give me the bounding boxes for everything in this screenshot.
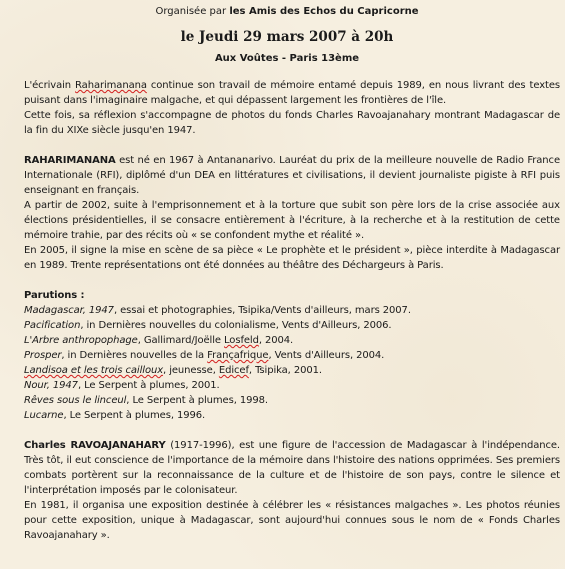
organiser-line [24,4,560,19]
content-body [24,78,560,543]
intro-paragraph-2: Cette fois, sa réflexion s'accompagne de photos du fonds Charles Ravoajanahary montrant Madagascar de la fin du XIXe siècle jusqu'en 1947. [24,110,560,136]
publication-item [24,318,560,333]
author-name-underlined: Raharimanana [75,80,147,91]
publication-title: L'Arbre anthropophage [24,335,138,346]
publication-details: , Le Serpent à plumes, 1996. [63,410,206,421]
organiser-name: les Amis des Echos du Capricorne [229,6,419,17]
charles-paragraph-1: Charles RAVOAJANAHARY (1917-1996), est une figure de l'accession de Madagascar à l'indépendance. Très tôt, il eut conscience de l'importance de la mémoire dans l'histoire des nations opprimées. Ses premiers combats portèrent sur la reconnaissance de la culture et de l'histoire de son pays, contre le silence et l'interprétation imposés par le colonisateur. [24,440,560,496]
bio-paragraph-1: RAHARIMANANA est né en 1967 à Antananarivo. Lauréat du prix de la meilleure nouvelle de Radio France Internationale (RFI), diplômé d'un DEA en littératures et civilisations, il devient journaliste pigiste à RFI puis enseignant en français. [24,155,560,196]
publication-details: , jeunesse, Edicef, Tsipika, 2001. [163,365,322,376]
bio-name: RAHARIMANANA [24,155,116,166]
publication-title: Lucarne [24,410,64,421]
publication-details: , in Dernières nouvelles du colonialisme, Vents d'Ailleurs, 2006. [80,320,392,331]
event-venue: Aux Voûtes - Paris 13ème [214,53,360,64]
organised-prefix: Organisée par [155,6,230,17]
spellcheck-word: Losfeld [224,335,259,346]
publication-details: , Le Serpent à plumes, 1998. [126,395,268,406]
publication-details: , essai et photographies, Tsipika/Vents d'ailleurs, mars 2007. [113,305,411,316]
publication-item [24,408,560,423]
publication-details: , Le Serpent à plumes, 2001. [77,380,220,391]
spellcheck-word: Edicef [218,365,249,376]
publication-item [24,363,560,378]
parutions-title: Parutions : [24,290,85,301]
intro-paragraph-1: L'écrivain Raharimanana continue son travail de mémoire entamé depuis 1989, en nous livrant des textes puisant dans l'imaginaire malgache, et qui dépassent largement les frontières de l'île. [24,80,560,106]
publication-title: Pacification [24,320,81,331]
spacer [24,423,560,438]
parutions-list [24,303,560,423]
publication-title: Nour, 1947 [24,380,78,391]
publication-details: , Gallimard/Joëlle Losfeld, 2004. [137,335,294,346]
publication-title: Landisoa et les trois cailloux [24,365,164,376]
publication-details: , in Dernières nouvelles de la Françafrique, Vents d'Ailleurs, 2004. [61,350,385,361]
publication-item [24,333,560,348]
publication-item [24,303,560,318]
spacer [24,138,560,153]
publication-title: Madagascar, 1947 [24,305,114,316]
spellcheck-word: Françafrique [207,350,269,361]
spacer [24,273,560,288]
event-date: le Jeudi 29 mars 2007 à 20h [180,29,394,45]
charles-name: Charles RAVOAJANAHARY [24,440,166,451]
publication-title: Rêves sous le linceul [24,395,127,406]
bio-paragraph-3: En 2005, il signe la mise en scène de sa pièce « Le prophète et le président », pièce interdite à Madagascar en 1989. Trente représentations ont été données au théâtre des Déchargeurs à Paris. [24,245,560,271]
publication-item [24,393,560,408]
charles-paragraph-2: En 1981, il organisa une exposition destinée à célébrer les « résistances malgaches ». Les photos réunies pour cette exposition, unique à Madagascar, sont aujourd'hui connues sous le nom de « Fonds Charles Ravoajanahary ». [24,500,560,541]
publication-title: Prosper [24,350,62,361]
publication-item [24,348,560,363]
bio-paragraph-2: A partir de 2002, suite à l'emprisonnement et à la torture que subit son père lors de la crise associée aux élections présidentielles, il se consacre entièrement à l'écriture, à la recherche et à la restitution de cette mémoire trahie, par des récits où « se confondent mythe et réalité ». [24,200,560,241]
publication-item [24,378,560,393]
